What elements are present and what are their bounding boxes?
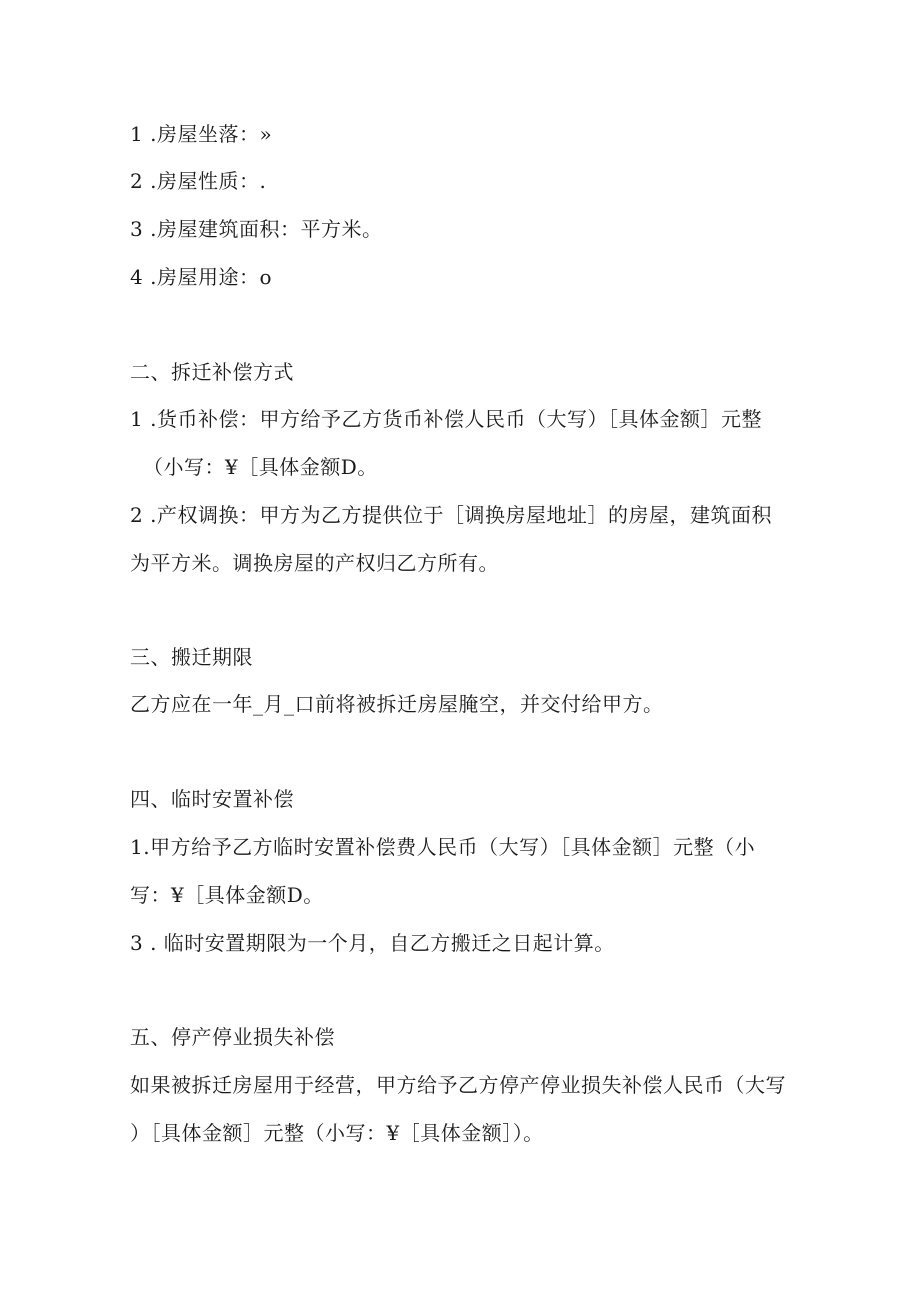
- business-loss-line-cont: ）［具体金额］元整（小写：¥［具体金额］）。: [130, 1121, 544, 1145]
- temporary-resettlement-fee-line-cont: 写：¥［具体金额D。: [130, 883, 324, 907]
- temporary-resettlement-fee-line: 1.甲方给予乙方临时安置补偿费人民币（大写）［具体金额］元整（小: [130, 835, 756, 859]
- section-heading-compensation-method: 二、拆迁补偿方式: [130, 360, 294, 384]
- relocation-period-line: 乙方应在一年_月_口前将被拆迁房屋腌空，并交付给甲方。: [130, 692, 664, 716]
- monetary-compensation-line: 1 .货币补偿：甲方给予乙方货币补偿人民币（大写）［具体金额］元整: [130, 407, 762, 431]
- property-nature-item: 2 .房屋性质：.: [130, 169, 267, 193]
- property-exchange-line-cont: 为平方米。调换房屋的产权归乙方所有。: [130, 551, 499, 575]
- section-heading-business-loss: 五、停产停业损失补偿: [130, 1025, 335, 1049]
- temporary-resettlement-period-line: 3 . 临时安置期限为一个月，自乙方搬迁之日起计算。: [130, 931, 615, 955]
- property-area-item: 3 .房屋建筑面积：平方米。: [130, 217, 383, 241]
- property-exchange-line: 2 .产权调换：甲方为乙方提供位于［调换房屋地址］的房屋，建筑面积: [130, 503, 772, 527]
- property-location-item: 1 .房屋坐落：»: [130, 122, 273, 146]
- business-loss-line: 如果被拆迁房屋用于经营，甲方给予乙方停产停业损失补偿人民币（大写: [130, 1073, 786, 1097]
- property-usage-item: 4 .房屋用途：o: [130, 265, 272, 289]
- section-heading-relocation-period: 三、搬迁期限: [130, 645, 253, 669]
- section-heading-temporary-resettlement: 四、临时安置补偿: [130, 787, 294, 811]
- monetary-compensation-line-cont: （小写：¥［具体金额D。: [143, 455, 378, 479]
